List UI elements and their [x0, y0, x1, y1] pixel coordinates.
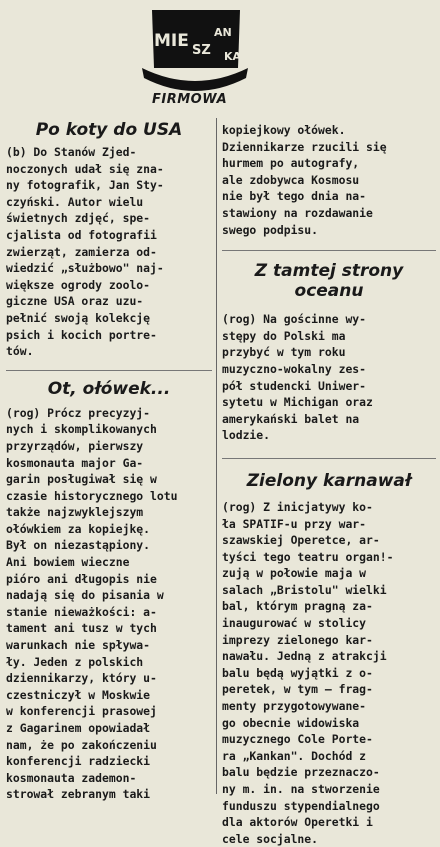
headline-line: oceanu: [294, 281, 364, 302]
article-po-koty-body: [6, 144, 212, 360]
text-line: stępy do Polski ma: [222, 328, 346, 343]
text-line: peretek, w tym — frag-: [222, 682, 373, 697]
headline-zielony-karnawal: Zielony karnawał: [246, 470, 412, 491]
text-line: inaugurować w stolicy: [222, 616, 367, 631]
text-line: ale zdobywca Kosmosu: [222, 172, 360, 187]
text-line: muzyczno-wokalny zes-: [222, 361, 367, 376]
text-line: (rog) Na gościnne wy-: [222, 312, 367, 327]
headline-line: Z tamtej strony: [254, 261, 404, 282]
text-line: noczonych udał się zna-: [6, 161, 164, 176]
text-line: zują w połowie maja w: [222, 566, 367, 581]
text-line: ła SPATIF-u przy war-: [222, 516, 367, 531]
svg-text:KA: KA: [224, 50, 242, 63]
text-line: psich i kocich portre-: [6, 327, 157, 342]
text-line: świetnych zdjęć, spe-: [6, 211, 151, 226]
text-line: także najzwyklejszym: [6, 505, 144, 520]
text-line: muzycznego Cole Porte-: [222, 732, 373, 747]
text-line: dziennikarzy, który u-: [6, 671, 157, 686]
article-separator: [222, 250, 436, 251]
text-line: Dziennikarze rzucili się: [222, 139, 387, 154]
text-line: stawiony na rozdawanie: [222, 205, 373, 220]
text-line: w konferencji prasowej: [6, 704, 157, 719]
text-line: imprezy zielonego kar-: [222, 632, 373, 647]
text-line: balu będzie przeznaczo-: [222, 765, 380, 780]
text-line: nam, że po zakończeniu: [6, 737, 157, 752]
article-ot-olowek-continuation: [222, 122, 436, 238]
text-line: tyści tego teatru organ!-: [222, 549, 394, 564]
text-line: ny fotografik, Jan Sty-: [6, 178, 164, 193]
text-line: cele socjalne.: [222, 831, 319, 846]
article-separator: [6, 370, 212, 371]
text-line: przyrządów, pierwszy: [6, 438, 144, 453]
text-line: amerykański balet na: [222, 411, 360, 426]
left-column: [6, 118, 212, 803]
text-line: salach „Bristolu" wielki: [222, 582, 387, 597]
text-line: lodzie.: [222, 428, 271, 443]
headline-z-tamtej-strony: [222, 261, 436, 301]
masthead-subtitle: FIRMOWA: [152, 92, 228, 107]
text-line: pióro ani długopis nie: [6, 571, 157, 586]
text-line: strował zebranym taki: [6, 787, 151, 802]
text-line: stanie nieważkości: a-: [6, 604, 157, 619]
text-line: konferencji radziecki: [6, 754, 151, 769]
text-line: dla aktorów Operetki i: [222, 815, 373, 830]
text-line: z Gagarinem opowiadał: [6, 721, 151, 735]
text-line: kopiejkowy ołówek.: [222, 123, 346, 137]
column-divider: [216, 118, 217, 794]
text-line: tów.: [6, 344, 34, 359]
right-column: [222, 122, 436, 847]
text-line: bal, którym pragną za-: [222, 599, 373, 614]
headline-po-koty: Po koty do USA: [35, 120, 183, 140]
text-line: ołówkiem za kopiejkę.: [6, 521, 151, 536]
text-line: szawskiej Operetce, ar-: [222, 533, 380, 548]
text-line: nych i skomplikowanych: [6, 422, 157, 437]
text-line: (rog) Prócz precyzyj-: [6, 405, 151, 420]
text-line: nie był tego dnia na-: [222, 189, 367, 204]
text-line: ły. Jeden z polskich: [6, 654, 144, 669]
text-line: kosmonauta zademon-: [6, 770, 137, 785]
text-line: garin posługiwał się w: [6, 472, 157, 487]
article-z-tamtej-strony-body: [222, 311, 436, 444]
article-separator: [222, 458, 436, 459]
article-ot-olowek-body: [6, 405, 212, 803]
text-line: pół studencki Uniwer-: [222, 378, 367, 393]
text-line: ra „Kankan". Dochód z: [222, 748, 367, 763]
text-line: nadają się do pisania w: [6, 588, 164, 603]
svg-text:SZ: SZ: [192, 43, 211, 58]
text-line: pełnić swoją kolekcję: [6, 310, 151, 325]
text-line: wiedzić „służbowo" naj-: [6, 261, 164, 276]
text-line: (rog) Z inicjatywy ko-: [222, 499, 373, 514]
text-line: czyński. Autor wielu: [6, 194, 144, 209]
text-line: menty przygotowywane-: [222, 699, 367, 714]
text-line: balu będą wyjątki z o-: [222, 665, 373, 680]
text-line: cjalista od fotografii: [6, 227, 157, 242]
text-line: warunkach nie spływa-: [6, 638, 151, 653]
text-line: giczne USA oraz uzu-: [6, 294, 144, 309]
text-line: zwierząt, zamierza od-: [6, 244, 157, 259]
text-line: przybyć w tym roku: [222, 345, 346, 360]
text-line: (b) Do Stanów Zjed-: [6, 145, 137, 159]
text-line: Ani bowiem wieczne: [6, 555, 130, 570]
text-line: Był on niezastąpiony.: [6, 538, 151, 553]
headline-ot-olowek: Ot, ołówek...: [47, 378, 171, 399]
text-line: kosmonauta major Ga-: [6, 455, 144, 470]
text-line: większe ogrody zoolo-: [6, 277, 151, 292]
text-line: czasie historycznego lotu: [6, 488, 178, 503]
text-line: sytetu w Michigan oraz: [222, 395, 373, 410]
text-line: hurmem po autografy,: [222, 156, 360, 171]
text-line: tament ani tusz w tych: [6, 621, 157, 636]
text-line: ny m. in. na stworzenie: [222, 782, 380, 796]
text-line: nawału. Jedną z atrakcji: [222, 649, 387, 664]
article-zielony-karnawal-body: [222, 499, 436, 847]
text-line: go obecnie widowiska: [222, 715, 360, 730]
svg-text:MIE: MIE: [154, 31, 189, 51]
svg-text:AN: AN: [214, 26, 232, 39]
text-line: swego podpisu.: [222, 222, 319, 237]
text-line: czestniczył w Moskwie: [6, 687, 151, 702]
text-line: funduszu stypendialnego: [222, 798, 380, 813]
